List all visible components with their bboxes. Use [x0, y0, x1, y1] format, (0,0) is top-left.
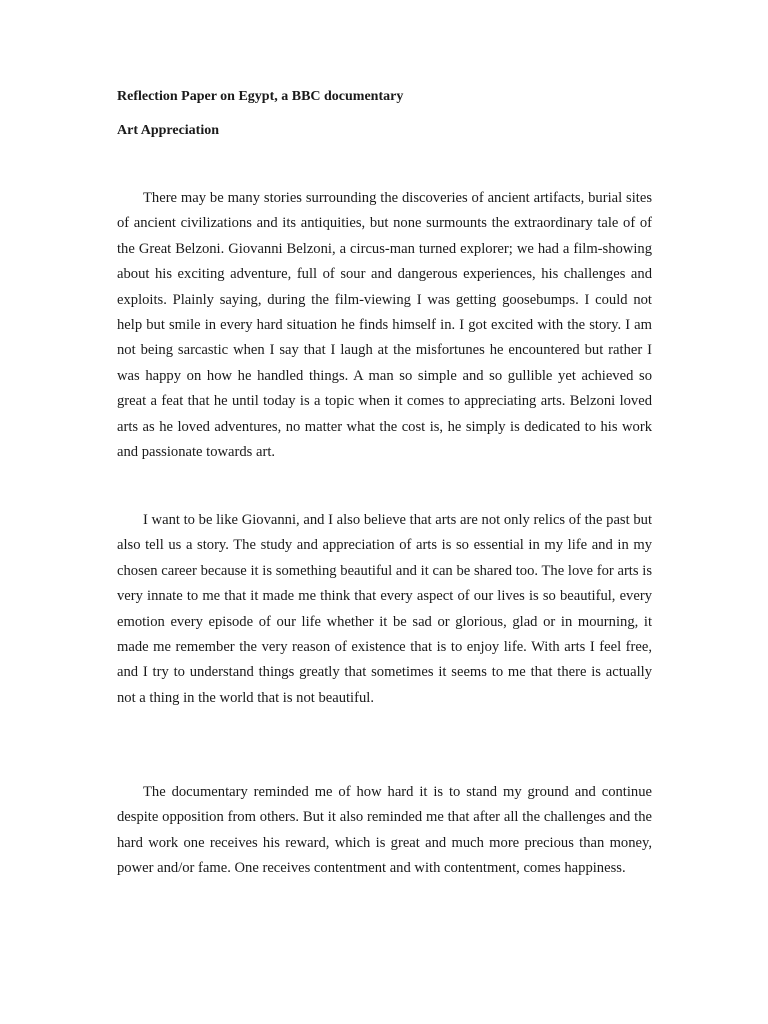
document-subtitle: Art Appreciation: [117, 123, 220, 138]
paragraph-love-for-arts: I want to be like Giovanni, and I also believe that arts are not only relics of the past but also tell us a story. The study and appreciation of arts is so essential in my life and in my chosen career because it is something beautiful and it can be shared too. The love for arts is very innate to me that it made me think that every aspect of our lives is so beautiful, every emotion every episode of our life whether it be sad or glorious, glad or in mourning, it made me remember the very reason of existence that is to enjoy life. With arts I feel free, and I try to understand things greatly that sometimes it seems to me that there is actually not a thing in the world that is not beautiful.: [117, 512, 652, 706]
paragraph-belzoni-story: There may be many stories surrounding the discoveries of ancient artifacts, burial sites of ancient civilizations and its antiquities, but none surmounts the extraordinary tale of of the Great Belzoni. Giovanni Belzoni, a circus-man turned explorer; we had a film-showing about his exciting adventure, full of sour and dangerous experiences, his challenges and exploits. Plainly saying, during the film-viewing I was getting goosebumps. I could not help but smile in every hard situation he finds himself in. I got excited with the story. I am not being sarcastic when I say that I laugh at the misfortunes he encountered but rather I was happy on how he handled things. A man so simple and so gullible yet achieved so great a feat that he until today is a topic when it comes to appreciating arts. Belzoni loved arts as he loved adventures, no matter what the cost is, he simply is dedicated to his work and passionate towards art.: [117, 190, 652, 461]
document-title: Reflection Paper on Egypt, a BBC documentary: [117, 89, 404, 104]
paragraph-documentary-lesson: The documentary reminded me of how hard it is to stand my ground and continue despite opposition from others. But it also reminded me that after all the challenges and the hard work one receives his reward, which is great and much more precious than money, power and/or fame. One receives contentment and with contentment, comes happiness.: [117, 784, 652, 877]
